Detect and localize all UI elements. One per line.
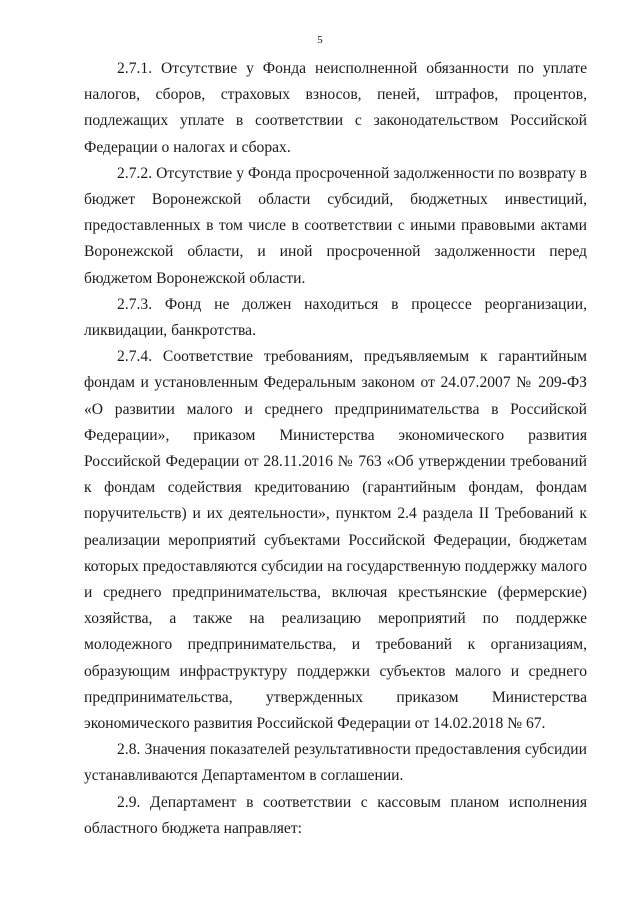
paragraph-2-7-1: 2.7.1. Отсутствие у Фонда неисполненной обязанности по уплате налогов, сборов, страховых взносов, пеней, штрафов, процентов, подлежащих уплате в соответствии с законодательством Российской Федерации о налогах и сборах. <box>84 60 587 156</box>
paragraph-2-8: 2.8. Значения показателей результативности предоставления субсидии устанавливаются Департаментом в соглашении. <box>84 741 587 785</box>
document-body <box>84 56 587 842</box>
paragraph-2-7-4: 2.7.4. Соответствие требованиям, предъявляемым к гарантийным фондам и установленным Федеральным законом от 24.07.2007 № 209-ФЗ «О развитии малого и среднего предпринимательства в Российской Федерации», приказом Министерства экономического развития Российской Федерации от 28.11.2016 № 763 «Об утверждении требований к фондам содействия кредитованию (гарантийным фондам, фондам поручительств) и их деятельности», пунктом 2.4 раздела II Требований к реализации мероприятий субъектами Российской Федерации, бюджетам которых предоставляются субсидии на государственную поддержку малого и среднего предпринимательства, включая крестьянские (фермерские) хозяйства, а также на реализацию мероприятий по поддержке молодежного предпринимательства, и требований к организациям, образующим инфраструктуру поддержки субъектов малого и среднего предпринимательства, утвержденных приказом Министерства экономического развития Российской Федерации от 14.02.2018 № 67. <box>84 348 587 733</box>
paragraph-2-9: 2.9. Департамент в соответствии с кассовым планом исполнения областного бюджета направляет: <box>84 793 587 837</box>
paragraph-2-7-3: 2.7.3. Фонд не должен находиться в процессе реорганизации, ликвидации, банкротства. <box>84 295 587 340</box>
paragraph-2-7-2: 2.7.2. Отсутствие у Фонда просроченной задолженности по возврату в бюджет Воронежской области субсидий, бюджетных инвестиций, предоставленных в том числе в соответствии с иными правовыми актами Воронежской области, и иной просроченной задолженности перед бюджетом Воронежской области. <box>84 164 587 287</box>
page-number: 5 <box>317 34 323 46</box>
